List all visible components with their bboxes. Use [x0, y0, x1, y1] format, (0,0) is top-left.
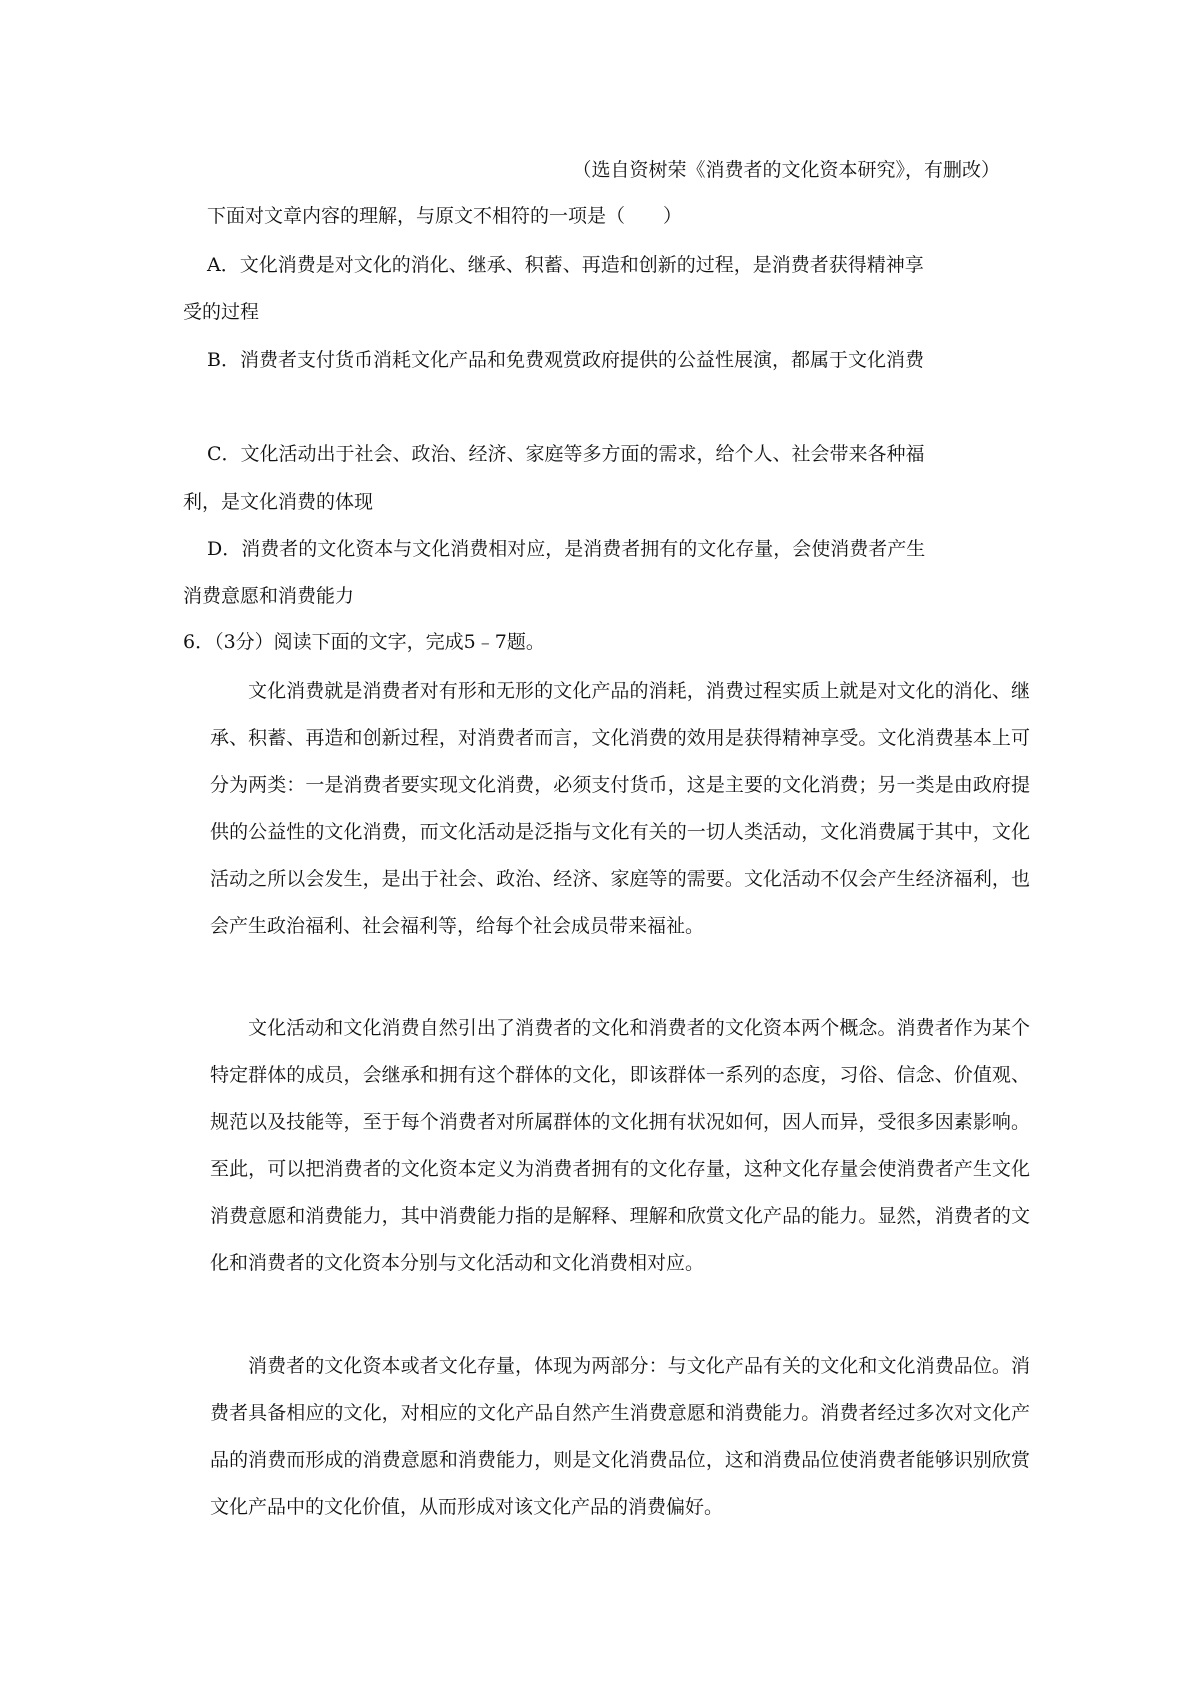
- source-citation: （选自资树荣《消费者的文化资本研究》，有删改）: [572, 159, 1000, 181]
- question-stem: 下面对文章内容的理解，与原文不相符的一项是（ ）: [207, 205, 683, 227]
- option-d-line-2: 消费意愿和消费能力: [183, 585, 355, 607]
- option-b-line-1: B．消费者支付货币消耗文化产品和免费观赏政府提供的公益性展演，都属于文化消费: [207, 349, 924, 371]
- question-6-header: 6．（3分）阅读下面的文字，完成5﹣7题。: [183, 631, 545, 653]
- option-d-line-1: D．消费者的文化资本与文化消费相对应，是消费者拥有的文化存量，会使消费者产生: [207, 538, 926, 560]
- passage-paragraph-3: 消费者的文化资本或者文化存量，体现为两部分：与文化产品有关的文化和文化消费品位。消费者具备相应的文化，对相应的文化产品自然产生消费意愿和消费能力。消费者经过多次对文化产品的消费而形成的消费意愿和消费能力，则是文化消费品位，这和消费品位使消费者能够识别欣赏文化产品中的文化价值，从而形成对该文化产品的消费偏好。: [210, 1355, 1030, 1518]
- option-c-line-2: 利，是文化消费的体现: [183, 491, 374, 513]
- passage-paragraph-2: 文化活动和文化消费自然引出了消费者的文化和消费者的文化资本两个概念。消费者作为某个特定群体的成员，会继承和拥有这个群体的文化，即该群体一系列的态度，习俗、信念、价值观、规范以及技能等，至于每个消费者对所属群体的文化拥有状况如何，因人而异，受很多因素影响。至此，可以把消费者的文化资本定义为消费者拥有的文化存量，这种文化存量会使消费者产生文化消费意愿和消费能力，其中消费能力指的是解释、理解和欣赏文化产品的能力。显然，消费者的文化和消费者的文化资本分别与文化活动和文化消费相对应。: [210, 1017, 1030, 1274]
- option-a-line-2: 受的过程: [183, 301, 260, 323]
- option-c-line-1: C．文化活动出于社会、政治、经济、家庭等多方面的需求，给个人、社会带来各种福: [207, 443, 925, 465]
- option-a-line-1: A．文化消费是对文化的消化、继承、积蓄、再造和创新的过程，是消费者获得精神享: [207, 254, 924, 276]
- passage-paragraph-1: 文化消费就是消费者对有形和无形的文化产品的消耗，消费过程实质上就是对文化的消化、继承、积蓄、再造和创新过程，对消费者而言，文化消费的效用是获得精神享受。文化消费基本上可分为两类：一是消费者要实现文化消费，必须支付货币，这是主要的文化消费；另一类是由政府提供的公益性的文化消费，而文化活动是泛指与文化有关的一切人类活动，文化消费属于其中，文化活动之所以会发生，是出于社会、政治、经济、家庭等的需要。文化活动不仅会产生经济福利，也会产生政治福利、社会福利等，给每个社会成员带来福祉。: [210, 680, 1030, 937]
